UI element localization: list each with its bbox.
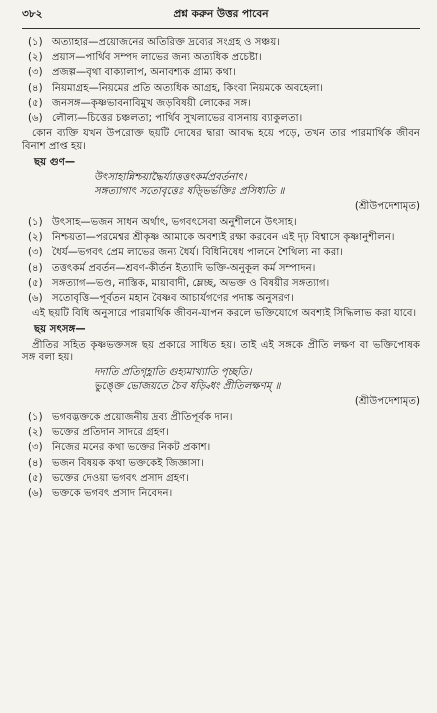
item-text: ধৈর্য—ভগবৎ প্রেম লাভের জন্য ধৈর্য। বিধিনিষেধ পালনে শৈথিল্য না করা।	[52, 247, 343, 259]
list-item	[28, 293, 420, 305]
list-item	[28, 473, 420, 485]
list-item	[28, 67, 420, 79]
item-text: জনসঙ্গ—কৃষ্ণভাবনাবিমুখ জড়বিষয়ী লোকের সঙ্গ।	[52, 97, 251, 109]
item-text: তত্তৎকর্ম প্রবর্তন—শ্রবণ-কীর্তন ইত্যাদি ভক্তি-অনুকূল কর্ম সম্পাদন।	[52, 262, 316, 274]
list-item	[28, 232, 420, 244]
item-text: লৌল্য—চিত্তের চঞ্চলতা; পার্থিব সুখলাভের বাসনায় ব্যাকুলতা।	[52, 113, 303, 125]
list-six-virtues	[22, 217, 420, 305]
item-number: (৬)	[28, 488, 43, 500]
item-number: (২)	[28, 232, 43, 244]
item-number: (৩)	[28, 442, 43, 454]
item-number: (৫)	[28, 472, 43, 484]
list-item	[28, 427, 420, 439]
list-item	[28, 52, 420, 64]
item-number: (২)	[28, 427, 43, 439]
item-number: (৪)	[28, 457, 43, 469]
item-number: (১)	[28, 411, 43, 423]
list-item	[28, 247, 420, 259]
item-number: (৩)	[28, 67, 43, 79]
item-text: নিজের মনের কথা ভক্তের নিকট প্রকাশ।	[52, 442, 211, 454]
list-item	[28, 442, 420, 454]
item-number: (৬)	[28, 292, 43, 304]
list-item	[28, 217, 420, 229]
verse-line: উৎসাহান্নিশ্চয়াদ্ধৈর্য্যাত্তত্তৎকর্মপ্রবর্তনাৎ।	[94, 172, 247, 184]
list-item	[28, 98, 420, 110]
section-title-six-virtues: ছয় গুণ—	[34, 156, 76, 168]
list-six-faults	[22, 37, 420, 125]
list-item	[28, 412, 420, 424]
list-item	[28, 278, 420, 290]
item-text: ভক্তকে ভগবৎ প্রসাদ নিবেদন।	[52, 488, 173, 500]
item-text: অত্যাহার—প্রয়োজনের অতিরিক্ত দ্রব্যের সংগ্রহ ও সঞ্চয়।	[52, 37, 280, 48]
item-number: (৬)	[28, 113, 43, 125]
list-item	[28, 113, 420, 125]
paragraph-virtues-summary: এই ছয়টি বিধি অনুসারে পারমার্থিক জীবন-যাপন করলে ভক্তিযোগে অবশ্যই সিদ্ধিলাভ করা যাবে।	[32, 308, 417, 320]
verse-line: দদাতি প্রতিগৃহ্ণাতি গুহ্যমাখ্যাতি পৃচ্ছতি।	[94, 367, 252, 379]
item-number: (৩)	[28, 247, 43, 259]
verse-source: (শ্রীউপদেশামৃত)	[354, 200, 420, 212]
item-text: সতোবৃত্তি—পূর্বতন মহান বৈষ্ণব আচার্যগণের পদাঙ্ক অনুসরণ।	[52, 292, 294, 304]
item-text: নিয়মাগ্রহ—নিয়মের প্রতি অত্যধিক আগ্রহ, কিংবা নিয়মকে অবহেলা।	[52, 82, 324, 94]
list-item	[28, 488, 420, 500]
item-text: ভক্তের দেওয়া ভগবৎ প্রসাদ গ্রহণ।	[52, 472, 189, 484]
item-number: (১)	[28, 37, 43, 48]
verse-line: ভুঙ্ক্তে ভোজয়তে চৈব ষড়্বিধং প্রীতিলক্ষণম্ ॥	[94, 381, 281, 393]
verse-source: (শ্রীউপদেশামৃত)	[354, 395, 420, 407]
item-text: উৎসাহ—ভজন সাধন অর্থাৎ, ভগবৎসেবা অনুশীলনে উৎসাহ।	[52, 216, 297, 228]
header-rule	[22, 28, 420, 29]
list-item	[28, 83, 420, 95]
running-title: প্রশ্ন করুন উত্তর পাবেন	[173, 8, 269, 20]
item-number: (৪)	[28, 82, 43, 94]
item-text: ভক্তের প্রতিদান সাদরে গ্রহণ।	[52, 427, 169, 439]
paragraph-association-intro: প্রীতির সহিত কৃষ্ণভক্তসঙ্গ ছয় প্রকারে সাধিত হয়। তাই এই সঙ্গকে প্রীতি লক্ষণ বা ভক্তিপোষক সঙ্গ বলা হয়।	[22, 339, 420, 363]
item-text: প্রয়াস—পার্থিব সম্পদ লাভের জন্য অত্যধিক প্রচেষ্টা।	[52, 52, 262, 64]
item-number: (২)	[28, 52, 43, 64]
item-text: নিশ্চয়তা—পরমেশ্বর শ্রীকৃষ্ণ আমাকে অবশ্যই রক্ষা করবেন এই দৃঢ় বিশ্বাসে কৃষ্ণানুশীলন।	[52, 232, 395, 244]
item-text: ভগবদ্ভক্তকে প্রয়োজনীয় দ্রব্য প্রীতিপূর্বক দান।	[52, 411, 233, 423]
verse-line: সঙ্গত্যাগাৎ সতোবৃত্তেঃ ষড়্ভির্ভক্তিঃ প্রসিধ্যতি ॥	[94, 186, 285, 198]
item-text: ভজন বিষয়ক কথা ভক্তকেই জিজ্ঞাসা।	[52, 457, 204, 469]
list-six-associations	[22, 412, 420, 500]
paragraph-faults-summary: কোন ব্যক্তি যখন উপরোক্ত ছয়টি দোষের দ্বারা আবদ্ধ হয়ে পড়ে, তখন তার পারমার্থিক জীবন বিনাশ প্রাপ্ত হয়।	[22, 128, 420, 152]
item-text: প্রজল্প—বৃথা বাক্যালাপ, অনাবশ্যক গ্রাম্য কথা।	[52, 67, 236, 79]
item-number: (১)	[28, 216, 43, 228]
page-header	[22, 8, 420, 28]
page-number: ৩৮২	[22, 8, 43, 20]
item-text: সঙ্গত্যাগ—ভণ্ড, নাস্তিক, মায়াবাদী, ম্লেচ্ছ, অভক্ত ও বিষয়ীর সঙ্গত্যাগ।	[52, 277, 330, 289]
item-number: (৫)	[28, 277, 43, 289]
list-item	[28, 37, 420, 49]
list-item	[28, 458, 420, 470]
section-title-six-associations: ছয় সৎসঙ্গ—	[34, 324, 86, 336]
document-page	[22, 8, 420, 503]
item-number: (৫)	[28, 97, 43, 109]
list-item	[28, 263, 420, 275]
item-number: (৪)	[28, 262, 43, 274]
